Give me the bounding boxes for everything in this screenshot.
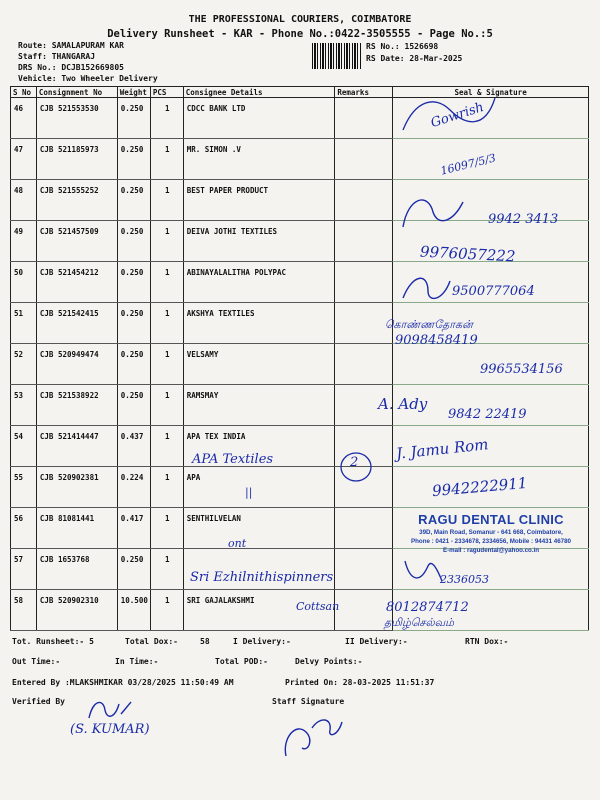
signature-46: Gowrish	[429, 99, 486, 132]
cell-consignee: CDCC BANK LTD	[183, 98, 335, 139]
cell-consignee: DEIVA JOTHI TEXTILES	[183, 221, 335, 262]
vehicle: Vehicle: Two Wheeler Delivery	[18, 74, 158, 83]
col-remarks: Remarks	[335, 87, 393, 98]
out-time: Out Time:-	[12, 657, 61, 666]
cell-consignee: SENTHILVELAN	[183, 508, 335, 549]
cell-remarks	[335, 549, 393, 590]
cell-weight: 10.500	[117, 590, 150, 631]
cell-pcs: 1	[150, 344, 183, 385]
note-56: ont	[228, 537, 247, 550]
tamil-58: தமிழ்செல்வம்	[384, 616, 455, 629]
cell-consignment: CJB 521542415	[36, 303, 117, 344]
cell-sno: 54	[11, 426, 37, 467]
cell-remarks	[335, 139, 393, 180]
cell-weight: 0.417	[117, 508, 150, 549]
signature-47: 16097/5/3	[439, 151, 498, 178]
col-signature: Seal & Signature	[393, 87, 589, 98]
cell-consignee: RAMSMAY	[183, 385, 335, 426]
cell-sno: 51	[11, 303, 37, 344]
phone-55: 9942222911	[431, 473, 529, 501]
cell-sno: 52	[11, 344, 37, 385]
scribble-50	[398, 273, 453, 305]
drs-number: DRS No.: DCJB152669805	[18, 63, 124, 72]
cell-remarks	[335, 221, 393, 262]
cell-pcs: 1	[150, 139, 183, 180]
col-consignment: Consignment No	[36, 87, 117, 98]
cell-weight: 0.250	[117, 344, 150, 385]
cell-consignment: CJB 520949474	[36, 344, 117, 385]
delvy-points: Delvy Points:-	[295, 657, 363, 666]
cell-weight: 0.437	[117, 426, 150, 467]
cell-pcs: 1	[150, 98, 183, 139]
cell-weight: 0.250	[117, 98, 150, 139]
cell-consignee: BEST PAPER PRODUCT	[183, 180, 335, 221]
cell-pcs: 1	[150, 426, 183, 467]
cell-consignee: APA	[183, 467, 335, 508]
cell-weight: 0.250	[117, 139, 150, 180]
printed-on: Printed On: 28-03-2025 11:51:37	[285, 678, 435, 687]
cell-weight: 0.250	[117, 549, 150, 590]
signature-54: J. Jamu Rom	[395, 435, 490, 463]
col-consignee: Consignee Details	[183, 87, 335, 98]
cell-pcs: 1	[150, 467, 183, 508]
cell-consignment: CJB 520902381	[36, 467, 117, 508]
cell-sno: 53	[11, 385, 37, 426]
scribble-46	[395, 90, 505, 145]
note-54: APA Textiles	[192, 452, 274, 467]
cell-pcs: 1	[150, 262, 183, 303]
stamp-name: RAGU DENTAL CLINIC	[418, 512, 564, 527]
cell-sno: 50	[11, 262, 37, 303]
stamp-line-1: 39D, Main Road, Somanur - 641 668, Coimbatore,	[419, 529, 563, 536]
cell-consignee: AKSHYA TEXTILES	[183, 303, 335, 344]
phone-58: 8012874712	[386, 600, 469, 615]
cell-consignment: CJB 521555252	[36, 180, 117, 221]
cell-weight: 0.250	[117, 180, 150, 221]
rs-date: RS Date: 28-Mar-2025	[366, 54, 463, 63]
signature-53: A. Ady	[378, 395, 428, 413]
rtn-dox: RTN Dox:-	[465, 637, 509, 646]
cell-consignee: SRI GAJALAKSHMI	[183, 590, 335, 631]
cell-weight: 0.250	[117, 262, 150, 303]
name-51: கொண்ணதோகன்	[385, 318, 473, 331]
verifier-name: (S. KUMAR)	[70, 722, 150, 737]
scribble-48	[398, 192, 468, 237]
company-title: THE PROFESSIONAL COURIERS, COIMBATORE	[188, 14, 412, 25]
col-sno: S No	[11, 87, 37, 98]
ditto-55: ||	[245, 486, 253, 499]
cell-remarks	[335, 180, 393, 221]
col-pcs: PCS	[150, 87, 183, 98]
cell-consignment: CJB 521185973	[36, 139, 117, 180]
phone-53: 9842 22419	[448, 407, 527, 422]
cell-sno: 57	[11, 549, 37, 590]
staff-sign-scribble	[278, 708, 348, 763]
cell-pcs: 1	[150, 549, 183, 590]
cell-consignment: CJB 521454212	[36, 262, 117, 303]
cell-sno: 48	[11, 180, 37, 221]
i-delivery: I Delivery:-	[233, 637, 291, 646]
cell-consignee: VELSAMY	[183, 344, 335, 385]
clinic-stamp	[396, 512, 586, 584]
cell-sno: 58	[11, 590, 37, 631]
cell-weight: 0.224	[117, 467, 150, 508]
cell-remarks	[335, 303, 393, 344]
in-time: In Time:-	[115, 657, 159, 666]
cell-pcs: 1	[150, 180, 183, 221]
total-dox-value: 58	[200, 637, 210, 646]
ii-delivery: II Delivery:-	[345, 637, 408, 646]
cell-consignment: CJB 520902310	[36, 590, 117, 631]
cell-consignee: ABINAYALALITHA POLYPAC	[183, 262, 335, 303]
staff: Staff: THANGARAJ	[18, 52, 96, 61]
cell-consignment: CJB 521414447	[36, 426, 117, 467]
staff-signature: Staff Signature	[272, 697, 345, 706]
cell-remarks	[335, 262, 393, 303]
cell-sno: 55	[11, 467, 37, 508]
rs-number: RS No.: 1526698	[366, 42, 439, 51]
table-row	[11, 426, 589, 467]
col-weight: Weight	[117, 87, 150, 98]
verified-by: Verified By	[12, 697, 65, 706]
cell-pcs: 1	[150, 385, 183, 426]
note-58: Cottsan	[296, 600, 340, 613]
cell-consignment: CJB 521538922	[36, 385, 117, 426]
entered-by: Entered By :MLAKSHMIKAR 03/28/2025 11:50:49 AM	[12, 678, 234, 687]
cell-consignment: CJB 521553530	[36, 98, 117, 139]
cell-pcs: 1	[150, 303, 183, 344]
cell-sno: 49	[11, 221, 37, 262]
total-dox-label: Total Dox:-	[125, 637, 178, 646]
cell-consignment: CJB 81081441	[36, 508, 117, 549]
cell-remarks	[335, 508, 393, 549]
cell-remarks	[335, 98, 393, 139]
total-pod: Total POD:-	[215, 657, 268, 666]
tot-runsheet: Tot. Runsheet:- 5	[12, 637, 94, 646]
cell-consignee: APA TEX INDIA	[183, 426, 335, 467]
cell-remarks	[335, 344, 393, 385]
cell-sno: 56	[11, 508, 37, 549]
stamp-line-3: E-mail : ragudental@yahoo.co.in	[442, 547, 540, 554]
phone-49a: 9942 3413	[488, 212, 559, 227]
route: Route: SAMALAPURAM KAR	[18, 41, 124, 50]
stamp-line-2: Phone : 0421 - 2334678, 2334656, Mobile : 94431 46780	[411, 538, 571, 545]
cell-sno: 46	[11, 98, 37, 139]
cell-consignment: CJB 521457509	[36, 221, 117, 262]
barcode	[312, 43, 362, 69]
cell-weight: 0.250	[117, 385, 150, 426]
cell-sno: 47	[11, 139, 37, 180]
circle-number: 2	[350, 455, 359, 470]
cell-pcs: 1	[150, 590, 183, 631]
phone-52: 9965534156	[480, 362, 563, 377]
note-57: Sri Ezhilnithispinners	[190, 570, 334, 585]
cell-weight: 0.250	[117, 303, 150, 344]
runsheet-subtitle: Delivery Runsheet - KAR - Phone No.:0422-3505555 - Page No.:5	[107, 28, 493, 40]
cell-consignee: MR. SIMON .V	[183, 139, 335, 180]
table-row	[11, 303, 589, 344]
cell-weight: 0.250	[117, 221, 150, 262]
phone-50: 9500777064	[452, 284, 535, 299]
cell-pcs: 1	[150, 508, 183, 549]
phone-51: 9098458419	[395, 333, 478, 348]
phone-57: 2336053	[440, 573, 489, 586]
cell-pcs: 1	[150, 221, 183, 262]
cell-consignment: CJB 1653768	[36, 549, 117, 590]
phone-49b: 9976057222	[419, 242, 516, 266]
